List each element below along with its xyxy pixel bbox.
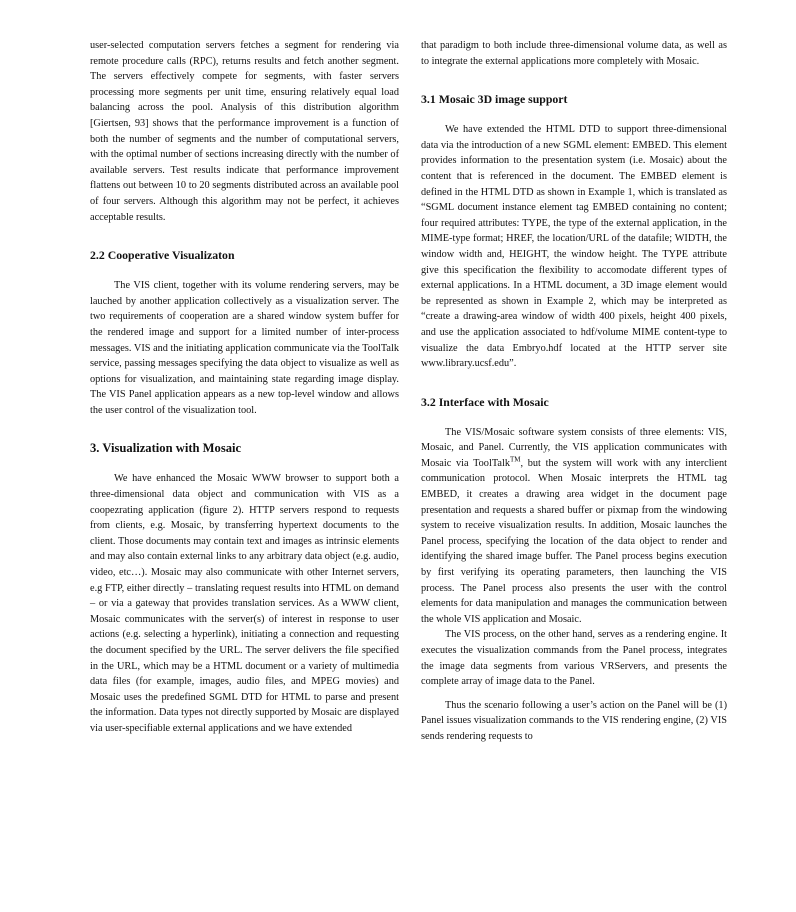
paragraph-paradigm-continuation: that paradigm to both include three-dimensional volume data, as well as to integrate the external applications more completely with Mosaic. xyxy=(421,40,727,67)
paragraph-cooperative-visualization: The VIS client, together with its volume rendering servers, may be lauched by another application collectively as a visualization server. The two requirements of cooperation are a shared window system buffer for the rendered image and support for a limited number of inter-process messages. VIS and the initiating application communicate via the ToolTalk service, passing messages specifying the data object to visualize as well as options for visualization, and maintaining state regarding image display. The VIS Panel application appears as a new top-level window and allows the user control of the visualization tool. xyxy=(90,280,399,416)
paragraph-visualization-with-mosaic: We have enhanced the Mosaic WWW browser to support both a three-dimensional data object and communication with VIS as a coopezrating application (figure 2). HTTP servers respond to requests from clients, e.g. Mosaic, by transferring hypertext documents to the client. Those documents may contain text and images as intrinsic elements and may also contain external links to any arbitrary data object (e.g. audio, video, etc…). Mosaic may also communicate with other Internet servers, e.g FTP, either directly – translating request results into HTML on demand – or via a gateway that provides translation services. As a WWW client, Mosaic communicates with the server(s) of interest in response to user actions (e.g. selecting a hyperlink), initiating a connection and requesting the document specified by the URL. The server delivers the file specified in the URL, which may be a HTML document or a variety of multimedia data files (for example, images, audio files, and MPEG movies) and Mosaic uses the predefined SGML DTD for HTML to parse and present the information. Data types not directly supported by Mosaic are displayed via user-specifiable external applications and we have extended xyxy=(90,473,399,734)
left-column xyxy=(90,38,399,737)
paragraph-system-elements-start: The VIS/Mosaic software system consists of three elements: VIS, Mosaic, and Panel. Currently, the VIS application communicates with Mosaic via ToolTalk xyxy=(421,426,727,469)
paragraph-system-elements xyxy=(421,425,727,628)
trademark-mark: TM xyxy=(509,455,521,464)
heading-3-2-interface-with-mosaic: 3.2 Interface with Mosaic xyxy=(421,394,549,409)
paragraph-user-scenario: Thus the scenario following a user’s action on the Panel will be (1) Panel issues visualization commands to the VIS rendering engine, (2) VIS sends rendering requests to xyxy=(421,699,727,742)
paragraph-vis-process: The VIS process, on the other hand, serves as a rendering engine. It executes the visualization commands from the Panel process, integrates the image data segments from various VRServers, and presents the complete array of image data to the Panel. xyxy=(421,629,727,688)
paragraph-embed-element: We have extended the HTML DTD to support three-dimensional data via the introduction of a new SGML element: EMBED. This element provides information to the presentation system (i.e. Mosaic) about the content that is referenced in the document. The EMBED element is defined in the HTML DTD as shown in Example 1, which is translated as “SGML document instance element tag EMBED containing no content; four required attributes: TYPE, the type of the external application, in the MIME-type format; HREF, the location/URL of the datafile; WIDTH, the window width and, HEIGHT, the window height. The TYPE attribute give this specification the flexibility to accomodate different types of external applications. In a HTML document, a 3D image element would be represented as shown in Example 2, which may be interpreted as “create a drawing-area window of width 400 pixels, height 400 pixels, and use the application associated to hdf/volume MIME content-type to visualize the data Embryo.hdf located at the HTTP server site www.library.ucsf.edu”. xyxy=(421,124,727,370)
heading-3-visualization-with-mosaic: 3. Visualization with Mosaic xyxy=(90,441,242,456)
heading-3-1-mosaic-3d-image-support: 3.1 Mosaic 3D image support xyxy=(421,92,568,107)
heading-2-2-cooperative-visualization: 2.2 Cooperative Visualizaton xyxy=(90,248,235,263)
paragraph-system-elements-rest: , but the system will work with any interclient communication protocol. When Mosaic interprets the HTML tag EMBED, it creates a drawing area widget in the document page presentation and requests a shared buffer or pixmap from the windowing system to receive visualization results. In addition, Mosaic launches the Panel process, specifying the location of the data object to render and identifying the shared image buffer. The Panel process begins execution by first verifying its operating parameters, then launching the VIS process. The Panel process also presents the user with the control elements for data manipulation and manages the communication between the whole VIS application and Mosaic. xyxy=(421,457,727,625)
paragraph-distribution-algorithm: user-selected computation servers fetches a segment for rendering via remote procedure calls (RPC), returns results and fetch another segment. The servers effectively compete for segments, with faster servers processing more segments per unit time, ensuring relatively equal load balancing across the pool. Analysis of this distribution algorithm [Giertsen, 93] shows that the performance improvement is a function of both the number of segments and the number of computational servers, with the optimal number of sections increasing directly with the number of available servers. Test results indicate that performance improvement flattens out between 10 to 20 segments distributed across an available pool of four servers. Although this algorithm may not be perfect, it achieves acceptable results. xyxy=(90,40,399,223)
right-column xyxy=(421,38,727,745)
